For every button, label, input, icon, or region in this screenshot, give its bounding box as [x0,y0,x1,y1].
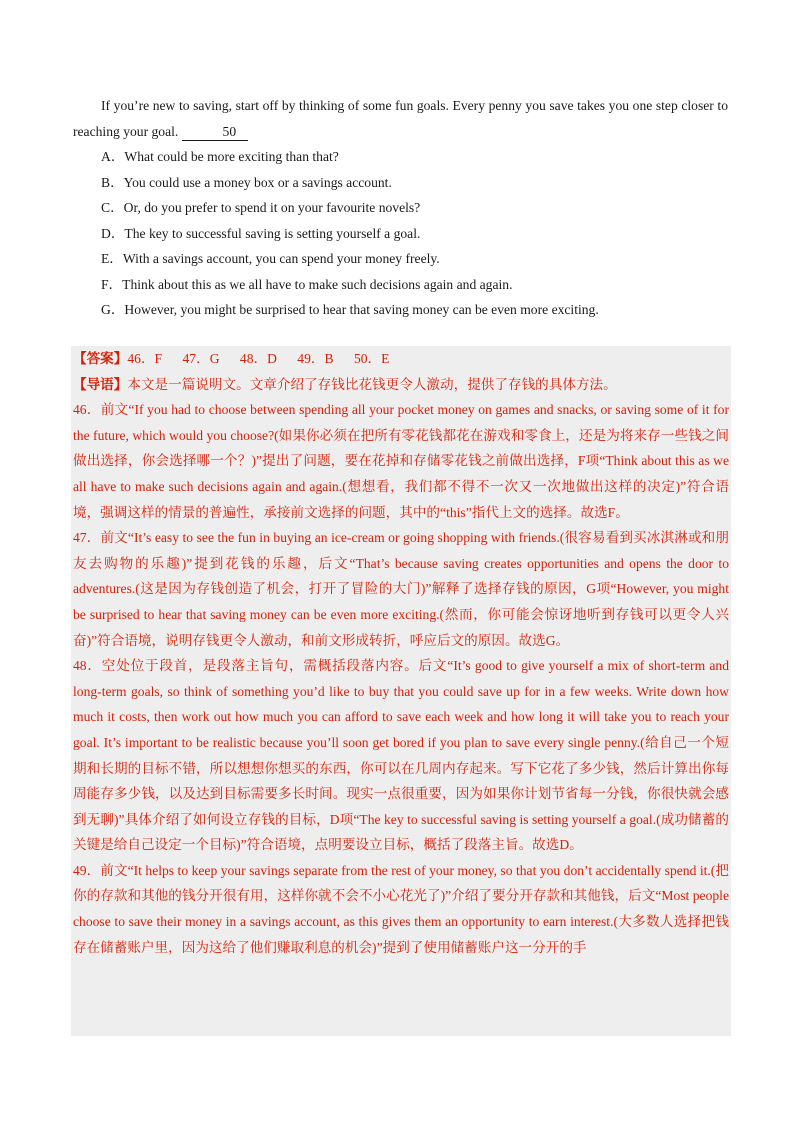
option-e: E．With a savings account, you can spend your money freely. [101,251,440,266]
guide-text: 本文是一篇说明文。文章介绍了存钱比花钱更令人激动，提供了存钱的具体方法。 [127,376,617,392]
passage-text: If you’re new to saving, start off by thinking of some fun goals. Every penny you save takes you one step closer to reaching your goal. [73,98,728,139]
answer-text: 46．F 47．G 48．D 49．B 50．E [127,351,390,366]
option-a: A．What could be more exciting than that? [101,149,339,164]
passage-section [73,93,728,323]
passage-paragraph [73,93,728,144]
answer-blank: 50 [182,123,248,141]
explanation-46: 46．前文“If you had to choose between spending all your pocket money on games and snacks, or saving some of it for the future, which would you choose?(如果你必须在把所有零花钱都花在游戏和零食上，还是为将来存一些钱之间做出选择，你会选择哪一个？)”提出了问题，要在花掉和存储零花钱之前做出选择，F项“Think about this as we all have to make such decisions again and again.(想想看，我们都不得不一次又一次地做出这样的决定)”符合语境，强调这样的情景的普遍性，承接前文选择的问题，其中的“this”指代上文的选择。故选F。 [73,402,729,520]
explanation-49: 49．前文“It helps to keep your savings separate from the rest of your money, so that you don’t accidentally spend it.(把你的存款和其他的钱分开很有用，这样你就不会不小心花光了)”介绍了要分开存款和其他钱，后文“Most people choose to save their money in a savings account, as this gives them an opportunity to earn interest.(大多数人选择把钱存在储蓄账户里，因为这给了他们赚取利息的机会)”提到了使用储蓄账户这一分开的手 [73,862,729,955]
explanation-48: 48．空处位于段首，是段落主旨句，需概括段落内容。后文“It’s good to give yourself a mix of short-term and long-term goals, so think of something you’d like to buy that you could save up for in a few weeks. Write down how much it costs, then work out how much you can afford to save each week and how long it will take you to reach your goal. It’s important to be realistic because you’ll soon get bored if you plan to save every single penny.(给自己一个短期和长期的目标不错，所以想想你想买的东西，你可以在几周内存起来。写下它花了多少钱，然后计算出你每周能存多少钱，以及达到目标需要多长时间。现实一点很重要，因为如果你计划节省每一分钱，你很快就会感到无聊)”具体介绍了如何设立存钱的目标，D项“The key to successful saving is setting yourself a goal.(成功储蓄的关键是给自己设定一个目标)”符合语境，点明要设立目标，概括了段落主旨。故选D。 [73,658,729,853]
guide-line [71,372,731,398]
option-g: G．However, you might be surprised to hear that saving money can be even more exciting. [101,302,599,317]
answer-tag: 【答案】 [73,351,128,366]
option-b: B．You could use a money box or a savings account. [101,174,392,190]
explanation-47: 47．前文“It’s easy to see the fun in buying an ice-cream or going shopping with friends.(很容易看到买冰淇淋或和朋友去购物的乐趣)”提到花钱的乐趣，后文“That’s because saving creates opportunities and opens the door to adventures.(这是因为存钱创造了机会，打开了冒险的大门)”解释了选择存钱的原因，G项“However, you might be surprised to hear that saving money can be even more exciting.(然而，你可能会惊讶地听到存钱可以更令人兴奋)”符合语境，说明存钱更令人激动，和前文形成转折，呼应后文的原因。故选G。 [73,530,729,648]
option-d: D．The key to successful saving is setting yourself a goal. [101,225,421,241]
answer-line [71,346,731,372]
answer-section [71,346,731,1036]
option-c: C．Or, do you prefer to spend it on your favourite novels? [101,200,421,215]
options-list [73,144,728,323]
option-f: F．Think about this as we all have to make such decisions again and again. [101,276,513,292]
guide-tag: 【导语】 [73,376,128,392]
